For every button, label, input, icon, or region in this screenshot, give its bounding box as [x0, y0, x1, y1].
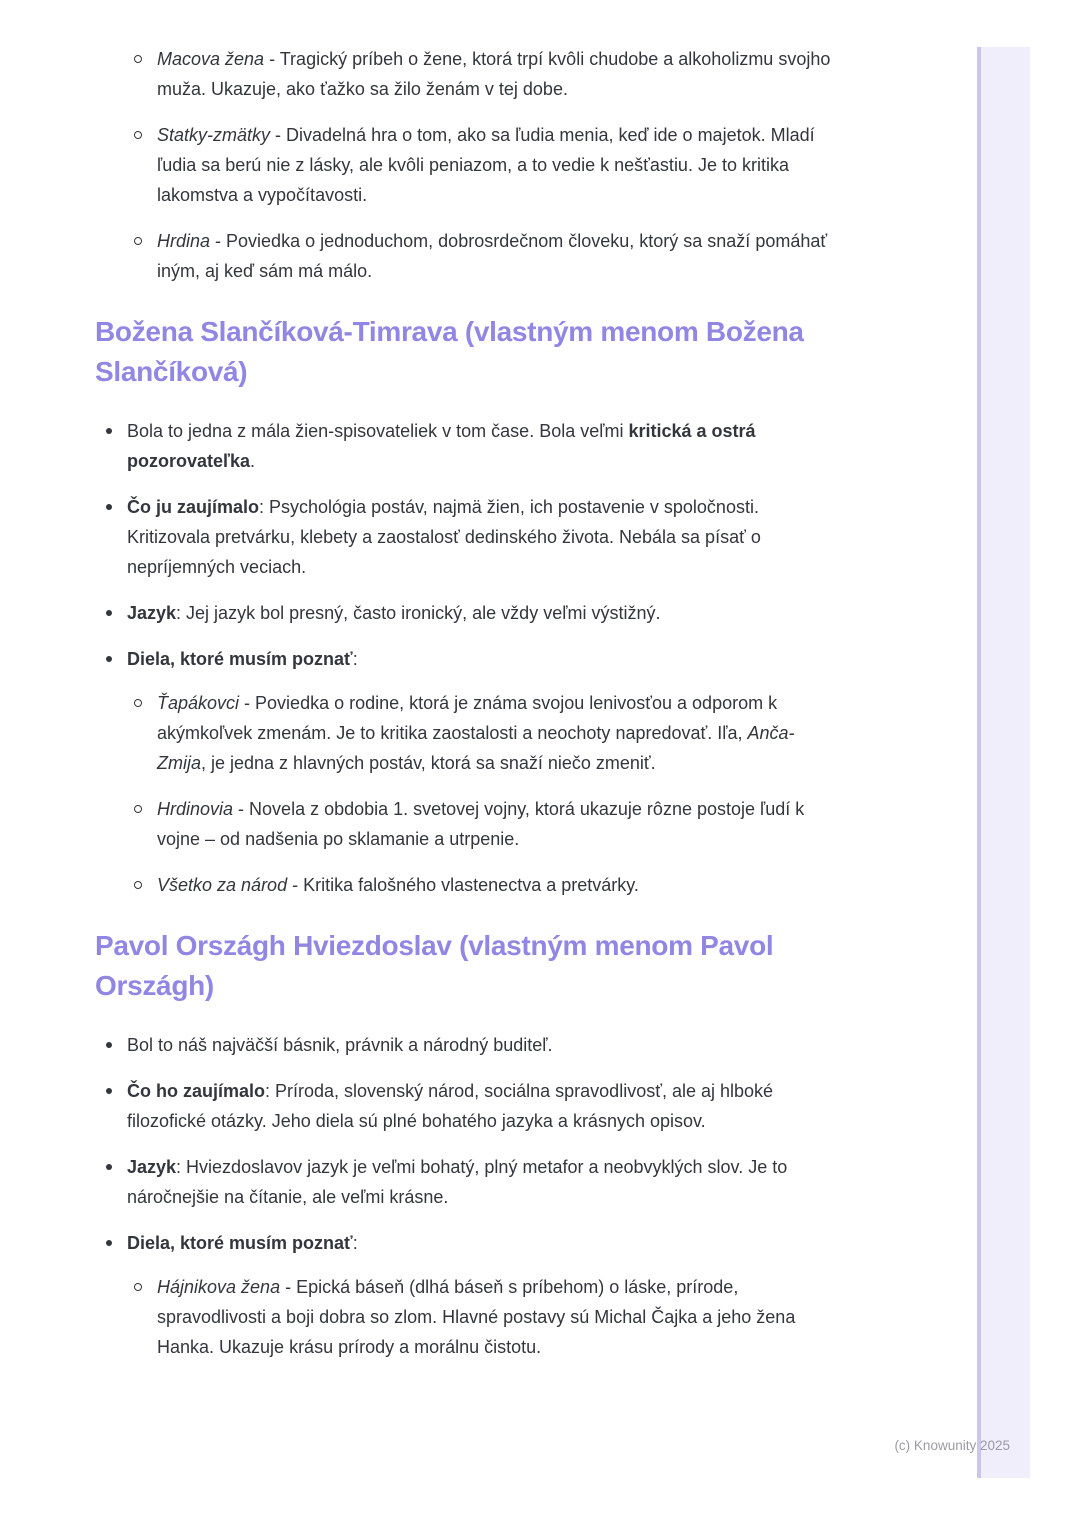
- list-item-text: [127, 644, 840, 674]
- list-item: [133, 870, 840, 900]
- list-item-text: [157, 688, 840, 778]
- text-run: : Príroda, slovenský národ, sociálna spravodlivosť, ale aj hlboké filozofické otázky. Jeho diela sú plné bohatého jazyka a krásnych opisov.: [127, 1081, 774, 1131]
- bold-text: Jazyk: [127, 1157, 177, 1177]
- text-run: :: [352, 1233, 358, 1253]
- text-run: - Poviedka o jednoduchom, dobrosrdečnom človeku, ktorý sa snaží pomáhať iným, aj keď sám má málo.: [157, 231, 828, 281]
- list-item-text: [127, 492, 840, 582]
- list-item-text: [157, 226, 840, 286]
- list-item: [133, 794, 840, 854]
- italic-title: Hrdinovia: [157, 799, 234, 819]
- text-run: - Kritika falošného vlastenectva a pretvárky.: [287, 875, 639, 895]
- text-run: - Tragický príbeh o žene, ktorá trpí kvôli chudobe a alkoholizmu svojho muža. Ukazuje, ako ťažko sa žilo ženám v tej dobe.: [157, 49, 831, 99]
- document-content: [95, 44, 840, 1378]
- text-run: Bol to náš najväčší básnik, právnik a národný buditeľ.: [127, 1035, 553, 1055]
- list-item: [95, 598, 840, 628]
- bold-text: Diela, ktoré musím poznať: [127, 649, 353, 669]
- list-item-text: [127, 1152, 840, 1212]
- list-item-text: [127, 416, 840, 476]
- italic-title: Hrdina: [157, 231, 211, 251]
- disc-bullet-icon: [106, 1240, 112, 1246]
- text-run: Bola to jedna z mála žien-spisovateliek v tom čase. Bola veľmi: [127, 421, 629, 441]
- italic-title: Hájnikova žena: [157, 1277, 281, 1297]
- circle-bullet-icon: [134, 131, 142, 139]
- disc-bullet-icon: [106, 610, 112, 616]
- text-run: , je jedna z hlavných postáv, ktorá sa snaží niečo zmeniť.: [201, 753, 656, 773]
- circle-bullet-icon: [134, 805, 142, 813]
- list-item: [133, 226, 840, 286]
- list-item: [133, 44, 840, 104]
- list-item-text: [157, 120, 840, 210]
- circle-bullet-icon: [134, 1283, 142, 1291]
- vertical-accent-bar: [977, 47, 1030, 1478]
- list-item-text: [157, 794, 840, 854]
- list-item-text: [157, 1272, 840, 1362]
- sub-bullet-list: [133, 688, 840, 900]
- italic-title: Všetko za národ: [157, 875, 288, 895]
- text-run: - Divadelná hra o tom, ako sa ľudia menia, keď ide o majetok. Mladí ľudia sa berú nie z lásky, ale kvôli peniazom, a to vedie k nešťastiu. Je to kritika lakomstva a vypočítavosti.: [157, 125, 815, 205]
- text-run: : Hviezdoslavov jazyk je veľmi bohatý, plný metafor a neobvyklých slov. Je to náročnejšie na čítanie, ale veľmi krásne.: [127, 1157, 788, 1207]
- list-item-text: [127, 1030, 840, 1060]
- circle-bullet-icon: [134, 55, 142, 63]
- disc-bullet-icon: [106, 1088, 112, 1094]
- circle-bullet-icon: [134, 699, 142, 707]
- bold-text: Diela, ktoré musím poznať: [127, 1233, 353, 1253]
- bold-text: kritická a ostrá pozorovateľka: [127, 421, 756, 471]
- list-item: [133, 120, 840, 210]
- sub-bullet-list: [133, 1272, 840, 1362]
- text-run: : Psychológia postáv, najmä žien, ich postavenie v spoločnosti. Kritizovala pretvárku, klebety a zaostalosť dedinského života. Nebála sa písať o nepríjemných veciach.: [127, 497, 761, 577]
- text-run: : Jej jazyk bol presný, často ironický, ale vždy veľmi výstižný.: [176, 603, 661, 623]
- list-item-text: [157, 44, 840, 104]
- section-heading: Božena Slančíková-Timrava (vlastným menom Božena Slančíková): [95, 316, 804, 387]
- disc-bullet-icon: [106, 1042, 112, 1048]
- italic-title: Anča-Zmija: [157, 723, 795, 773]
- bold-text: Čo ju zaujímalo: [127, 497, 260, 517]
- list-item-text: [157, 870, 840, 900]
- watermark: (c) Knowunity 2025: [894, 1438, 1010, 1453]
- bold-text: Jazyk: [127, 603, 177, 623]
- sub-bullet-list: [133, 44, 840, 286]
- italic-title: Statky-zmätky: [157, 125, 271, 145]
- bullet-list: [95, 416, 840, 900]
- disc-bullet-icon: [106, 1164, 112, 1170]
- list-item-text: [127, 1228, 840, 1258]
- text-run: .: [249, 451, 255, 471]
- bold-text: Čo ho zaujímalo: [127, 1081, 266, 1101]
- section-heading: Pavol Országh Hviezdoslav (vlastným menom Pavol Országh): [95, 930, 774, 1001]
- list-item: [95, 416, 840, 476]
- circle-bullet-icon: [134, 881, 142, 889]
- circle-bullet-icon: [134, 237, 142, 245]
- disc-bullet-icon: [106, 656, 112, 662]
- bullet-list: [95, 1030, 840, 1362]
- list-item-text: [127, 598, 840, 628]
- disc-bullet-icon: [106, 504, 112, 510]
- text-run: - Poviedka o rodine, ktorá je známa svojou lenivosťou a odporom k akýmkoľvek zmenám. Je to kritika zaostalosti a neochoty napredovať. Iľa,: [157, 693, 778, 743]
- italic-title: Ťapákovci: [157, 693, 240, 713]
- list-item: [95, 1228, 840, 1362]
- list-item-text: [127, 1076, 840, 1136]
- disc-bullet-icon: [106, 428, 112, 434]
- list-item: [95, 492, 840, 582]
- list-item: [95, 1152, 840, 1212]
- italic-title: Macova žena: [157, 49, 265, 69]
- text-run: - Novela z obdobia 1. svetovej vojny, ktorá ukazuje rôzne postoje ľudí k vojne – od nadšenia po sklamanie a utrpenie.: [157, 799, 805, 849]
- text-run: :: [352, 649, 358, 669]
- list-item: [95, 644, 840, 900]
- text-run: - Epická báseň (dlhá báseň s príbehom) o láske, prírode, spravodlivosti a boji dobra so zlom. Hlavné postavy sú Michal Čajka a jeho žena Hanka. Ukazuje krásu prírody a morálnu čistotu.: [157, 1277, 796, 1357]
- list-item: [133, 1272, 840, 1362]
- list-item: [95, 1030, 840, 1060]
- list-item: [133, 688, 840, 778]
- list-item: [95, 1076, 840, 1136]
